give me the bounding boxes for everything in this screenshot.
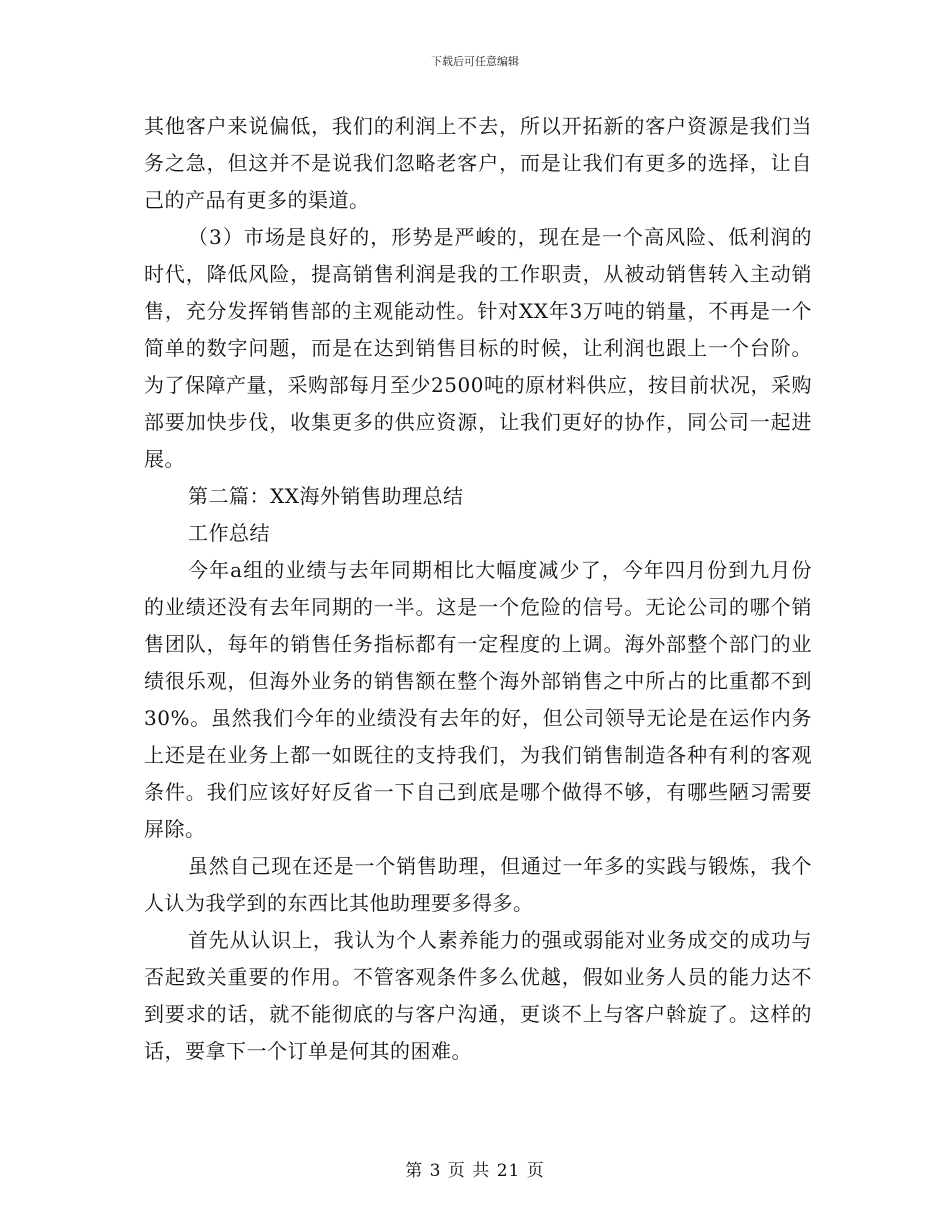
sub-heading: 工作总结 — [188, 521, 270, 545]
page-number: 第 3 页 共 21 页 — [405, 1161, 545, 1181]
header-note: 下载后可任意编辑 — [431, 55, 519, 68]
paragraph: 虽然自己现在还是一个销售助理，但通过一年多的实践与锻炼，我个人认为我学到的东西比其他助理要多得多。 — [144, 854, 812, 915]
paragraph: 其他客户来说偏低，我们的利润上不去，所以开拓新的客户资源是我们当务之急，但这并不是说我们忽略老客户，而是让我们有更多的选择，让自己的产品有更多的渠道。 — [144, 114, 812, 212]
paragraph: 首先从认识上，我认为个人素养能力的强或弱能对业务成交的成功与否起致关重要的作用。不管客观条件多么优越，假如业务人员的能力达不到要求的话，就不能彻底的与客户沟通，更谈不上与客户斡旋了。这样的话，要拿下一个订单是何其的困难。 — [144, 928, 812, 1063]
document-body — [144, 108, 812, 1070]
paragraph: （3）市场是良好的，形势是严峻的，现在是一个高风险、低利润的时代，降低风险，提高销售利润是我的工作职责，从被动销售转入主动销售，充分发挥销售部的主观能动性。针对XX年3万吨的销量，不再是一个简单的数字问题，而是在达到销售目标的时候，让利润也跟上一个台阶。为了保障产量，采购部每月至少2500吨的原材料供应，按目前状况，采购部要加快步伐，收集更多的供应资源，让我们更好的协作，同公司一起进展。 — [144, 225, 812, 471]
section-heading: 第二篇：XX海外销售助理总结 — [188, 484, 464, 508]
paragraph: 今年a组的业绩与去年同期相比大幅度减少了，今年四月份到九月份的业绩还没有去年同期的一半。这是一个危险的信号。无论公司的哪个销售团队，每年的销售任务指标都有一定程度的上调。海外部整个部门的业绩很乐观，但海外业务的销售额在整个海外部销售之中所占的比重都不到30%。虽然我们今年的业绩没有去年的好，但公司领导无论是在运作内务上还是在业务上都一如既往的支持我们，为我们销售制造各种有利的客观条件。我们应该好好反省一下自己到底是哪个做得不够，有哪些陋习需要屏除。 — [144, 558, 812, 841]
